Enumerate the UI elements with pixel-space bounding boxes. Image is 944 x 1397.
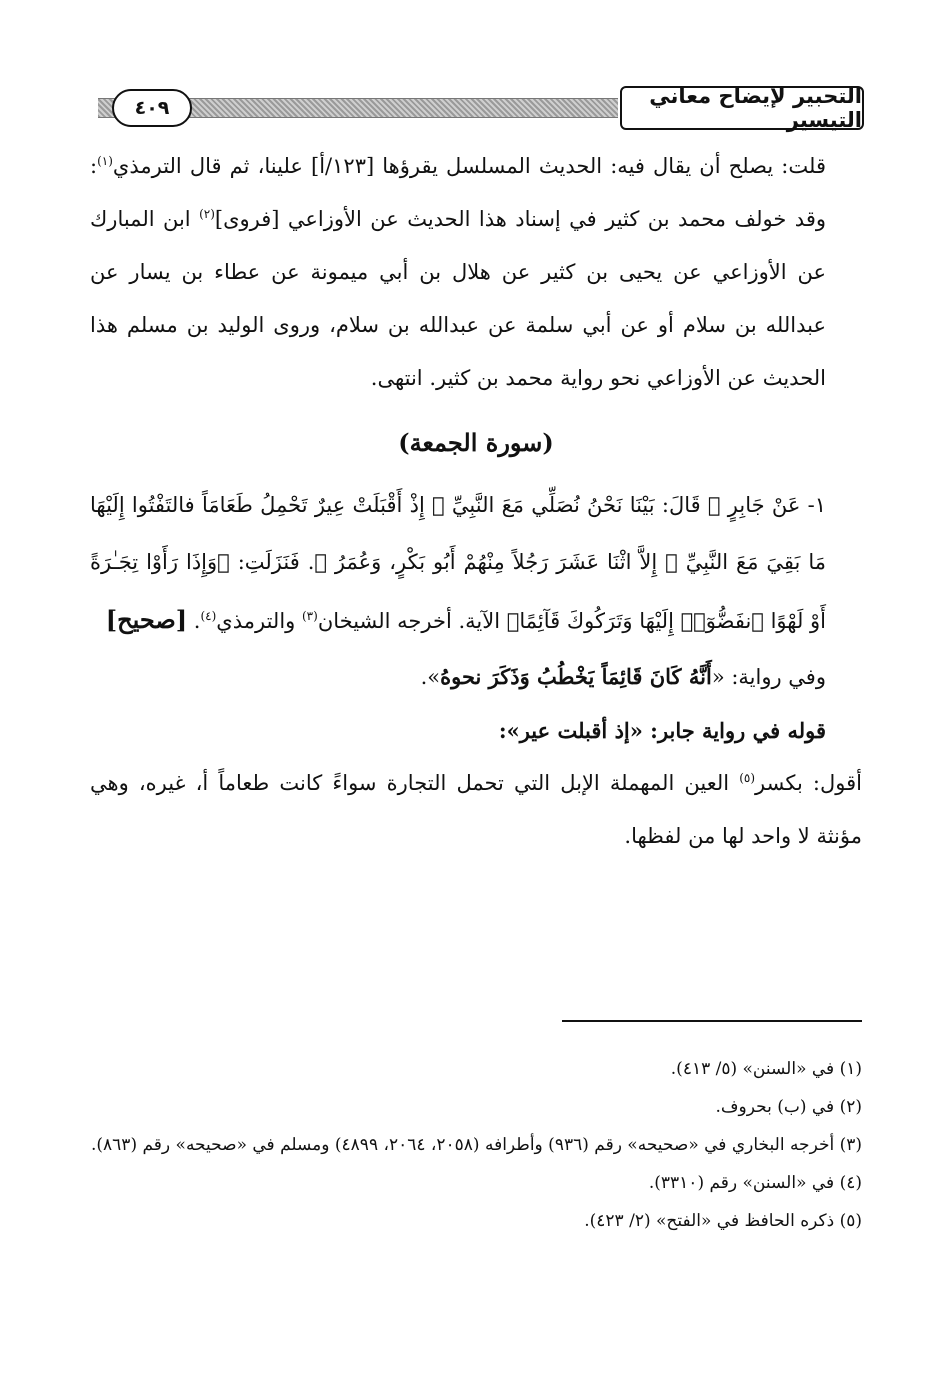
paragraph-text: : وقد خولف محمد بن كثير في إسناد هذا الحديث عن الأوزاعي [فروى] [90, 154, 826, 231]
footnote-marker-1: (١) [97, 154, 113, 168]
footnote-1: (١) في «السنن» (٥/ ٤١٣). [670, 1059, 862, 1079]
page-number: ٤٠٩ [112, 89, 192, 127]
hadith-text: والترمذي [216, 609, 302, 633]
hadith-text: ١- عَنْ جَابِرٍ ﵁ قَالَ: بَيْنَا نَحْنُ نُصَلِّي مَعَ النَّبِيِّ ﷺ إِذْ أَقْبَلَتْ عِيرٌ تَحْمِلُ طَعَامَاً فالتَفْتُوا إِلَيْهَا مَا بَقِيَ مَعَ النَّبِيِّ ﷺ إِلاَّ اثْنَا عَشَرَ رَجُلاً مِنْهُمْ أَبُو بَكْرٍ، وَعُمَرُ ﵄. فَنَزَلَتِ: ﴿وَإِذَا رَأَوْا تِجَـٰرَةً أَوْ لَهْوًا ٱنفَضُّوٓا۟ إِلَيْهَا وَتَرَكُوكَ قَآئِمًا﴾ الآية. أخرجه الشيخان [90, 493, 826, 633]
hadith-grade: [صحيح] [105, 605, 188, 634]
footnote-3: (٣) أخرجه البخاري في «صحيحه» رقم (٩٣٦) وأطرافه (٢٠٥٨، ٢٠٦٤، ٤٨٩٩) ومسلم في «صحيحه» رقم (٨٦٣). [91, 1135, 862, 1155]
paragraph-text: ابن المبارك عن الأوزاعي عن يحيى بن كثير عن هلال بن أبي ميمونة عن عطاء بن يسار عن عبدالله بن سلام أو عن أبي سلمة عن عبدالله بن سلام، وروى الوليد بن مسلم هذا الحديث عن الأوزاعي نحو رواية محمد بن كثير. انتهى. [90, 207, 826, 390]
running-header [98, 86, 864, 130]
footnote-separator [562, 1020, 862, 1022]
footnote-marker-4: (٤) [200, 609, 217, 623]
hadith-text: . [187, 609, 201, 633]
footnote-4: (٤) في «السنن» رقم (٣٣١٠). [648, 1173, 862, 1193]
section-heading: (سورة الجمعة) [398, 428, 554, 457]
commentary-paragraph [90, 140, 862, 405]
comment-text: أقول: بكسر [755, 771, 862, 795]
book-title: التحبير لإيضاح معاني التيسير [620, 86, 864, 130]
riwaya-line [90, 650, 862, 704]
comment-heading: قوله في رواية جابر: «إذ أقبلت عير»: [498, 718, 826, 743]
footnote-marker-5: (٥) [739, 771, 756, 785]
footnote-marker-3: (٣) [301, 609, 318, 623]
riwaya-text: أَنَّهُ كَانَ قَائِمَاً يَخْطُبُ وَذَكَرَ نحوهُ [440, 664, 712, 689]
main-text [90, 140, 862, 863]
riwaya-label: وفي رواية: « [711, 665, 826, 689]
footnote-5: (٥) ذكره الحافظ في «الفتح» (٢/ ٤٢٣). [584, 1211, 862, 1231]
hadith-paragraph [90, 477, 862, 650]
footnote-2: (٢) في (ب) بحروف. [715, 1097, 862, 1117]
footnote-marker-2: (٢) [199, 207, 215, 221]
footnotes [90, 1050, 862, 1240]
comment-text: العين المهملة الإبل التي تحمل التجارة سواءً كانت طعاماً أ، غيره، وهي مؤنثة لا واحد لها من لفظها. [90, 771, 862, 848]
riwaya-end: ». [420, 665, 441, 689]
paragraph-text: قلت: يصلح أن يقال فيه: الحديث المسلسل يقرؤها [١٢٣/أ] علينا، ثم قال الترمذي [112, 154, 826, 178]
comment-paragraph [90, 757, 862, 863]
